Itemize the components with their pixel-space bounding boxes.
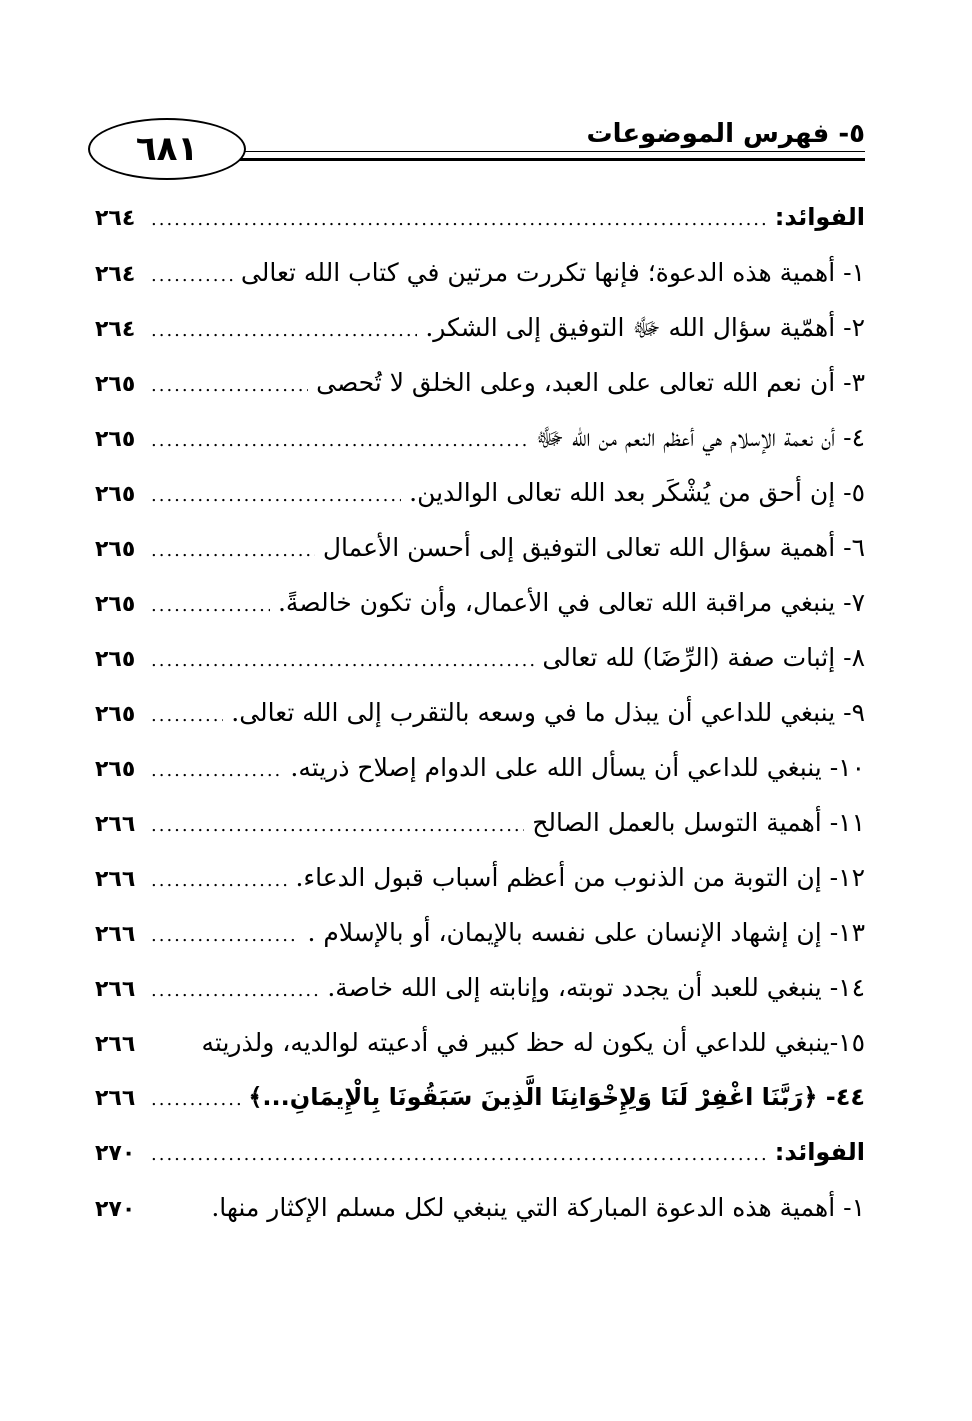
toc-entry-title: ١١- أهمية التوسل بالعمل الصالح bbox=[532, 808, 865, 837]
toc-entry-title: ٤٤- ﴿رَبَّنَا اغْفِرْ لَنَا وَلِإِخْوَانِنَا الَّذِينَ سَبَقُونَا بِالْإِيمَانِ...﴾ bbox=[248, 1083, 865, 1111]
toc-entry bbox=[95, 1180, 865, 1235]
toc-heading-title: الفوائد: bbox=[774, 1138, 865, 1166]
toc-page-number: ٢٦٥ bbox=[95, 647, 136, 672]
toc-page-number: ٢٦٤ bbox=[95, 206, 136, 231]
toc-entry-title: ٨- إثبات صفة (الرِّضَا) لله تعالى bbox=[542, 643, 865, 672]
toc-page-number: ٢٦٥ bbox=[95, 757, 136, 782]
toc-entry-title: ١٠- ينبغي للداعي أن يسأل الله على الدوام إصلاح ذريته. bbox=[290, 753, 865, 782]
toc-entry bbox=[95, 905, 865, 960]
dot-leader bbox=[151, 248, 233, 300]
toc-page-number: ٢٧٠ bbox=[95, 1141, 136, 1166]
toc-entry bbox=[95, 795, 865, 850]
toc-page-number: ٢٦٦ bbox=[95, 1032, 136, 1057]
toc-page-number: ٢٧٠ bbox=[95, 1197, 136, 1222]
toc-entry-title: ٧- ينبغي مراقبة الله تعالى في الأعمال، وأن تكون خالصةً. bbox=[277, 588, 865, 617]
toc-entry bbox=[95, 245, 865, 300]
dot-leader bbox=[151, 413, 528, 465]
toc-entry-title: ١٤- ينبغي للعبد أن يجدد توبته، وإنابته إلى الله خاصة. bbox=[327, 973, 865, 1002]
toc-page-number: ٢٦٤ bbox=[95, 317, 136, 342]
toc-entry-title: ٤- أن نعمة الإسلام هي أعظم النعم من الله ﷻ bbox=[535, 423, 865, 452]
dot-leader bbox=[151, 578, 270, 630]
toc-page-number: ٢٦٥ bbox=[95, 482, 136, 507]
toc-entry-title: ٣- أن نعم الله تعالى على العبد، وعلى الخلق لا تُحصى bbox=[316, 368, 865, 397]
dot-leader bbox=[151, 358, 308, 410]
toc-entry bbox=[95, 465, 865, 520]
toc-page-number: ٢٦٦ bbox=[95, 1086, 136, 1111]
toc-entry-title: ١٢- إن التوبة من الذنوب من أعظم أسباب قبول الدعاء. bbox=[295, 863, 865, 892]
page-number: ٦٨١ bbox=[135, 129, 199, 169]
toc-entry bbox=[95, 520, 865, 575]
toc-entry bbox=[95, 740, 865, 795]
toc-page-number: ٢٦٦ bbox=[95, 922, 136, 947]
dot-leader bbox=[151, 963, 319, 1015]
toc-entry bbox=[95, 1070, 865, 1125]
toc-entry-title: ٦- أهمية سؤال الله تعالى التوفيق إلى أحسن الأعمال bbox=[322, 533, 865, 562]
toc-page-number: ٢٦٥ bbox=[95, 427, 136, 452]
section-title: ٥- فهرس الموضوعات bbox=[586, 119, 865, 149]
toc-page-number: ٢٦٦ bbox=[95, 812, 136, 837]
toc-entry-title: ٢- أهمّية سؤال الله ﷻ التوفيق إلى الشكر. bbox=[425, 313, 865, 342]
dot-leader bbox=[151, 688, 223, 740]
dot-leader bbox=[151, 468, 401, 520]
dot-leader bbox=[151, 633, 534, 685]
toc-entry-title: ١٥-ينبغي للداعي أن يكون له حظ كبير في أدعيته لوالديه، ولذريته bbox=[201, 1028, 865, 1057]
toc-page-number: ٢٦٦ bbox=[95, 977, 136, 1002]
toc-page-number: ٢٦٥ bbox=[95, 592, 136, 617]
dot-leader bbox=[151, 523, 315, 575]
toc-page-number: ٢٦٥ bbox=[95, 537, 136, 562]
toc-entry bbox=[95, 190, 865, 245]
dot-leader bbox=[151, 743, 282, 795]
toc-entry bbox=[95, 300, 865, 355]
toc-page-number: ٢٦٤ bbox=[95, 262, 136, 287]
toc-entry bbox=[95, 355, 865, 410]
dot-leader bbox=[151, 1127, 767, 1180]
dot-leader bbox=[151, 192, 767, 245]
toc-entry bbox=[95, 850, 865, 905]
table-of-contents bbox=[95, 190, 865, 1235]
dot-leader bbox=[151, 908, 299, 960]
dot-leader bbox=[151, 1072, 240, 1125]
toc-entry bbox=[95, 575, 865, 630]
toc-heading-title: الفوائد: bbox=[774, 203, 865, 231]
toc-entry-title: ٩- ينبغي للداعي أن يبذل ما في وسعه بالتقرب إلى الله تعالى. bbox=[231, 698, 865, 727]
dot-leader bbox=[151, 303, 417, 355]
toc-entry bbox=[95, 1015, 865, 1070]
toc-entry bbox=[95, 685, 865, 740]
page-number-badge bbox=[88, 118, 246, 180]
toc-entry bbox=[95, 1125, 865, 1180]
toc-entry bbox=[95, 410, 865, 465]
toc-page-number: ٢٦٦ bbox=[95, 867, 136, 892]
toc-entry-title: ١- أهمية هذه الدعوة؛ فإنها تكررت مرتين في كتاب الله تعالى bbox=[240, 258, 865, 287]
toc-entry bbox=[95, 630, 865, 685]
toc-entry-title: ٥- إن أحق من يُشْكَر بعد الله تعالى الوالدين. bbox=[409, 478, 865, 507]
header-rule-thick bbox=[230, 158, 865, 161]
toc-page-number: ٢٦٥ bbox=[95, 702, 136, 727]
dot-leader bbox=[151, 853, 287, 905]
running-header bbox=[80, 118, 865, 186]
toc-entry-title: ١- أهمية هذه الدعوة المباركة التي ينبغي لكل مسلم الإكثار منها. bbox=[211, 1193, 865, 1222]
toc-page-number: ٢٦٥ bbox=[95, 372, 136, 397]
dot-leader bbox=[151, 798, 524, 850]
toc-entry bbox=[95, 960, 865, 1015]
toc-entry-title: ١٣- إن إشهاد الإنسان على نفسه بالإيمان، أو بالإسلام . bbox=[307, 918, 865, 947]
header-rule-thin bbox=[230, 151, 865, 152]
